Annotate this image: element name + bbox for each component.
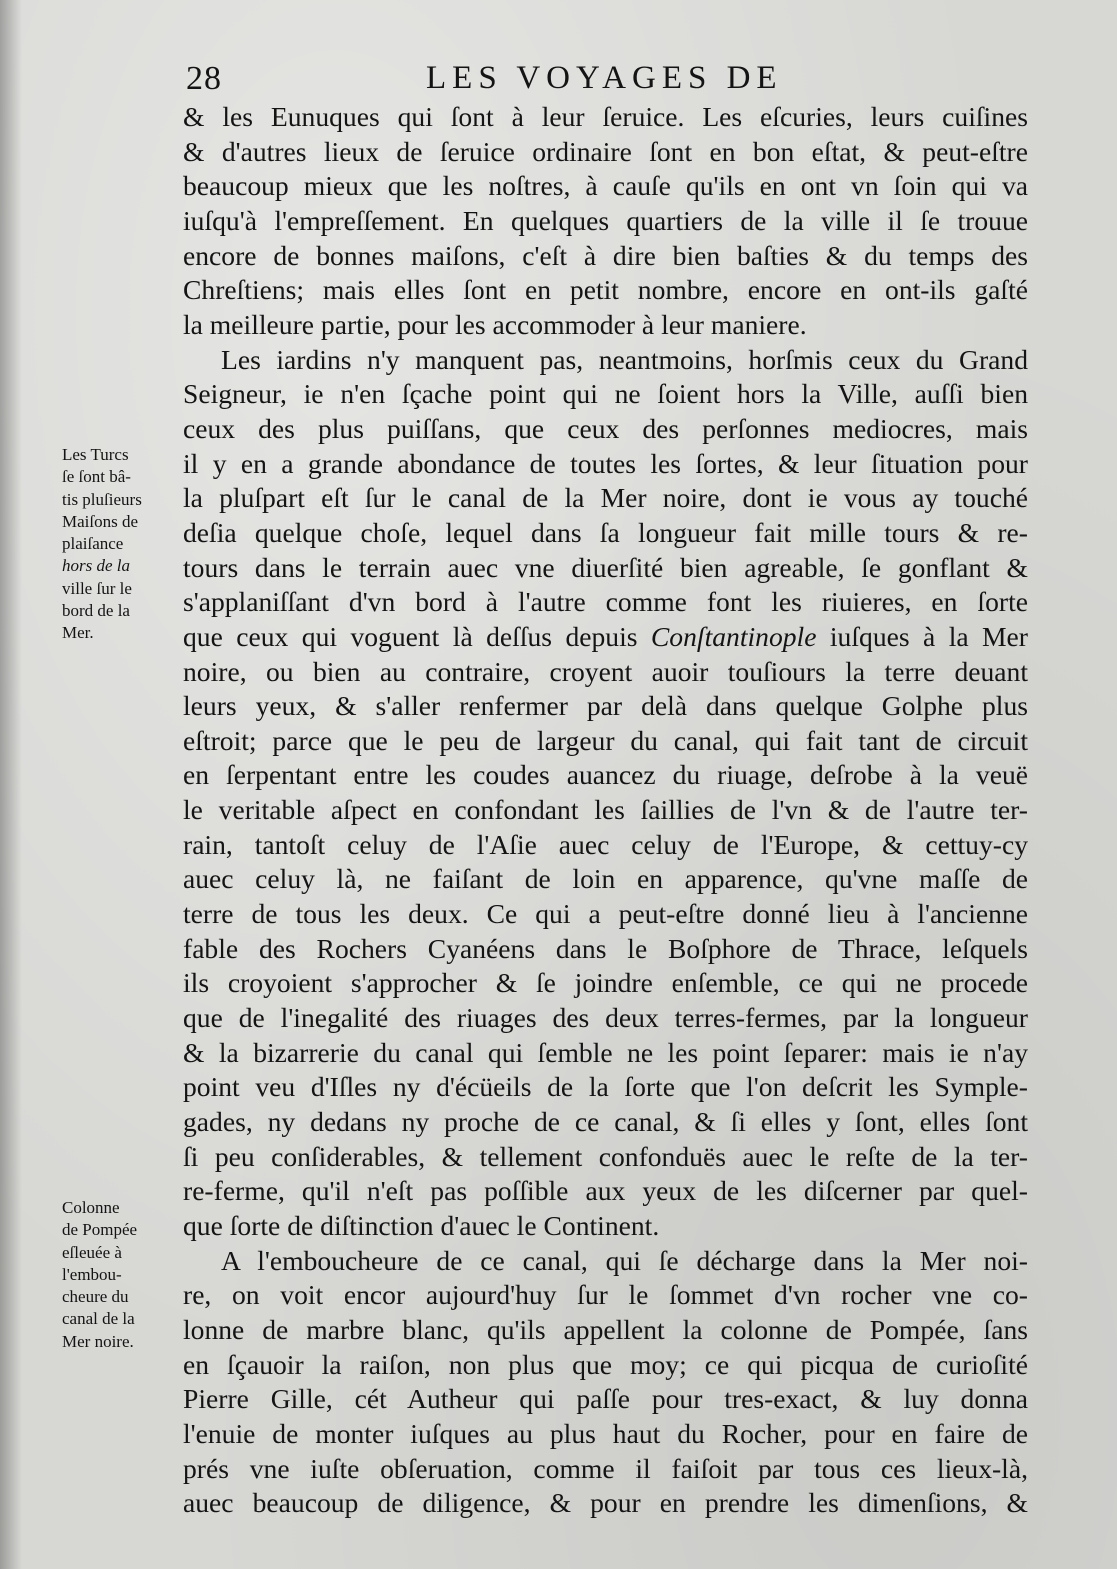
text-line: iuſqu'à l'empreſſement. En quelques quartiers de la ville il ſe trouue bbox=[183, 204, 1028, 236]
text-line: point veu d'Iſles ny d'écüeils de la ſorte que l'on deſcrit les Symple- bbox=[183, 1071, 1028, 1103]
text-line: Chreſtiens; mais elles ſont en petit nombre, encore en ont-ils gaſté bbox=[183, 274, 1028, 306]
text-line: gades, ny dedans ny proche de ce canal, & ſi elles y ſont, elles ſont bbox=[183, 1106, 1028, 1138]
text-line: & les Eunuques qui ſont à leur ſeruice. Les eſcuries, leurs cuiſines bbox=[183, 101, 1028, 132]
text-line: le veritable aſpect en confondant les ſaillies de l'vn & de l'autre ter- bbox=[183, 794, 1028, 826]
text-line: re, on voit encor aujourd'huy ſur le ſommet d'vn rocher vne co- bbox=[183, 1279, 1028, 1311]
margin-note-line: canal de la bbox=[62, 1309, 135, 1329]
text-line: il y en a grande abondance de toutes les ſortes, & leur ſituation pour bbox=[183, 447, 1028, 479]
margin-note-line: ville ſur le bbox=[62, 578, 132, 598]
text-line: A l'emboucheure de ce canal, qui ſe décharge dans la Mer noi- bbox=[221, 1244, 1028, 1276]
page-number: 28 bbox=[186, 60, 222, 97]
margin-note-line: Les Turcs bbox=[62, 445, 129, 464]
text-line: Pierre Gille, cét Autheur qui paſſe pour tres-exact, & luy donna bbox=[183, 1383, 1028, 1415]
margin-note-line: Mer. bbox=[62, 623, 94, 643]
italic-place-name: Conſtantinople bbox=[650, 620, 817, 652]
margin-note-line: cheure du bbox=[62, 1287, 129, 1307]
margin-note-line: ſe ſont bâ- bbox=[62, 467, 131, 487]
margin-note-line: hors de la bbox=[62, 556, 130, 576]
text-line-with-italic: que ceux qui voguent là deſſus depuis Conſtantinople iuſques à la Mer bbox=[183, 620, 1028, 652]
text-line: eſtroit; parce que le peu de largeur du canal, qui fait tant de circuit bbox=[183, 724, 1028, 756]
text-line: en ſçauoir la raiſon, non plus que moy; ce qui picqua de curioſité bbox=[183, 1348, 1028, 1380]
margin-note-line: bord de la bbox=[62, 601, 130, 621]
margin-note-line: de Pompée bbox=[62, 1220, 138, 1240]
text-line: que de l'inegalité des riuages des deux terres-fermes, par la longueur bbox=[183, 1002, 1028, 1034]
margin-note-line: Colonne bbox=[62, 1198, 120, 1217]
text-line: encore de bonnes maiſons, c'eſt à dire bien baſties & du temps des bbox=[183, 239, 1028, 271]
margin-note-line: Maiſons de bbox=[62, 511, 139, 531]
text-line: fable des Rochers Cyanéens dans le Boſphore de Thrace, leſquels bbox=[183, 932, 1028, 964]
text-line: ſi peu conſiderables, & tellement confonduës auec le reſte de la ter- bbox=[183, 1140, 1028, 1172]
text-line: deſia quelque choſe, lequel dans ſa longueur fait mille tours & re- bbox=[183, 516, 1028, 548]
margin-note-line: Mer noire. bbox=[62, 1331, 134, 1351]
text-line: l'enuie de monter iuſques au plus haut du Rocher, pour en faire de bbox=[183, 1417, 1028, 1449]
text-line: auec celuy là, ne faiſant de loin en apparence, qu'vne maſſe de bbox=[183, 863, 1028, 895]
text-line: Les iardins n'y manquent pas, neantmoins, horſmis ceux du Grand bbox=[221, 343, 1028, 375]
text-line: en ſerpentant entre les coudes auancez du riuage, deſrobe à la veuë bbox=[183, 759, 1028, 791]
text-line: la meilleure partie, pour les accommoder à leur maniere. bbox=[183, 308, 807, 340]
margin-note-line: plaiſance bbox=[62, 534, 124, 554]
gutter-shadow bbox=[0, 0, 22, 1569]
text-line: auec beaucoup de diligence, & pour en prendre les dimenſions, & bbox=[183, 1487, 1028, 1519]
text-line: tours dans le terrain auec vne diuerſité bien agreable, ſe gonflant & bbox=[183, 551, 1028, 583]
running-head: LES VOYAGES DE bbox=[426, 60, 783, 96]
text-line: ils croyoient s'approcher & ſe joindre enſemble, ce qui ne procede bbox=[183, 967, 1028, 999]
margin-note-line: l'embou- bbox=[62, 1264, 122, 1284]
text-line: rain, tantoſt celuy de l'Aſie auec celuy de l'Europe, & cettuy-cy bbox=[183, 828, 1028, 860]
margin-note-turkish-houses bbox=[62, 444, 174, 645]
margin-note-line: eſleuée à bbox=[62, 1242, 122, 1262]
text-line: noire, ou bien au contraire, croyent auoir touſiours la terre deuant bbox=[183, 655, 1028, 687]
text-line: la pluſpart eſt ſur le canal de la Mer noire, dont ie vous ay touché bbox=[183, 482, 1028, 514]
body-text bbox=[183, 100, 1028, 1521]
text-line: Seigneur, ie n'en ſçache point qui ne ſoient hors la Ville, auſſi bien bbox=[183, 378, 1028, 410]
text-line: prés vne iuſte obſeruation, comme il faiſoit par tous ces lieux-là, bbox=[183, 1452, 1028, 1484]
text-line: & d'autres lieux de ſeruice ordinaire ſont en bon eſtat, & peut-eſtre bbox=[183, 135, 1028, 167]
text-line: beaucoup mieux que les noſtres, à cauſe qu'ils en ont vn ſoin qui va bbox=[183, 170, 1028, 202]
text-line: terre de tous les deux. Ce qui a peut-eſtre donné lieu à l'ancienne bbox=[183, 898, 1028, 930]
text-line: leurs yeux, & s'aller renfermer par delà dans quelque Golphe plus bbox=[183, 690, 1028, 722]
text-line: re-ferme, qu'il n'eſt pas poſſible aux yeux de les diſcerner par quel- bbox=[183, 1175, 1028, 1207]
text-line: s'applaniſſant d'vn bord à l'autre comme font les riuieres, en ſorte bbox=[183, 586, 1028, 618]
margin-note-pompey-column bbox=[62, 1197, 174, 1353]
page-header bbox=[186, 58, 1016, 102]
text-line: ceux des plus puiſſans, que ceux des perſonnes mediocres, mais bbox=[183, 412, 1028, 444]
margin-note-line: tis pluſieurs bbox=[62, 489, 142, 509]
text-line: lonne de marbre blanc, qu'ils appellent la colonne de Pompée, ſans bbox=[183, 1313, 1028, 1345]
text-line: que ſorte de diſtinction d'auec le Continent. bbox=[183, 1210, 660, 1241]
text-line: & la bizarrerie du canal qui ſemble ne les point ſeparer: mais ie n'ay bbox=[183, 1036, 1028, 1068]
